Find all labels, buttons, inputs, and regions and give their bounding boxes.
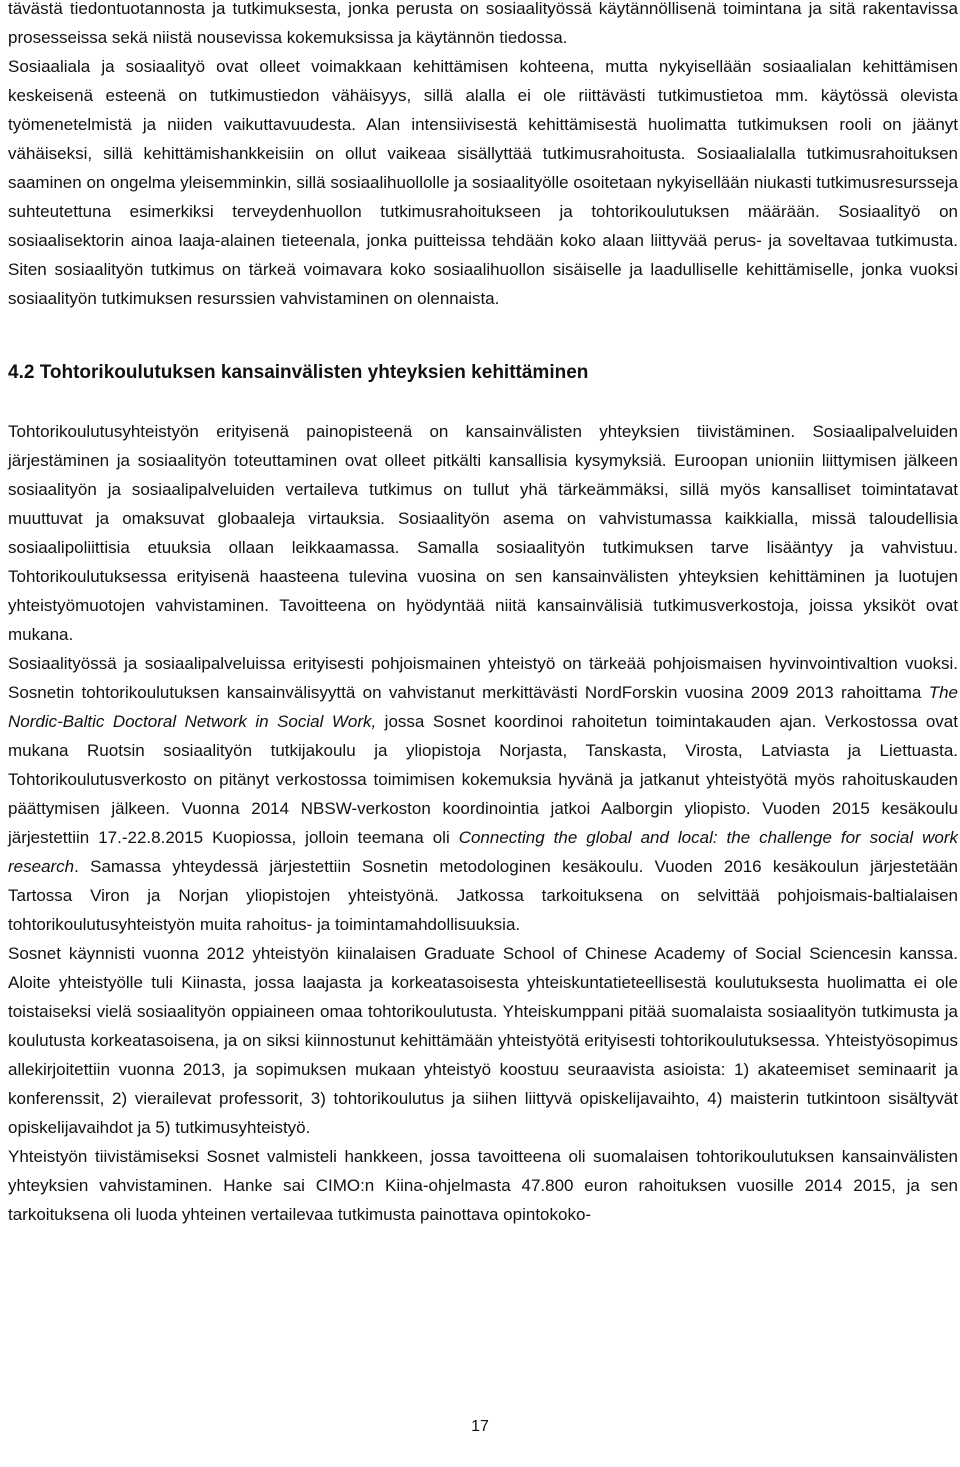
page-number: 17 bbox=[471, 1418, 489, 1435]
network-name-italic: The Nordic-Baltic Doctoral Network in Social Work, bbox=[8, 683, 958, 731]
paragraph-intro: tävästä tiedontuotannosta ja tutkimuksesta, jonka perusta on sosiaalityössä käytännöllisenä toimintana ja sitä rakentavissa prosesseissa sekä niistä nousevissa kokemuksissa ja käytännön tiedossa. bbox=[8, 0, 958, 47]
section-heading: 4.2 Tohtorikoulutuksen kansainvälisten yhteyksien kehittäminen bbox=[8, 362, 589, 383]
paragraph-pohjoismainen-part-c: . Samassa yhteydessä järjestettiin Sosnetin metodologinen kesäkoulu. Vuoden 2016 kesäkoulun järjestetään Tartossa Viron ja Norjan yliopistojen yhteistyönä. Jatkossa tarkoituksena on selvittää pohjoismais-baltialaisen tohtorikoulutusyhteistyön muita rahoitus- ja toimintamahdollisuuksia. bbox=[8, 857, 958, 934]
paragraph-pohjoismainen-part-a: Sosiaalityössä ja sosiaalipalveluissa erityisesti pohjoismainen yhteistyö on tärkeää pohjoismaisen hyvinvointivaltion vuoksi. Sosnetin tohtorikoulutuksen kansainvälisyyttä on vahvistanut merkittävästi NordForskin vuosina 2009 2013 rahoittama bbox=[8, 654, 958, 702]
paragraph-sosiaaliala: Sosiaaliala ja sosiaalityö ovat olleet voimakkaan kehittämisen kohteena, mutta nykyisellään sosiaalialan kehittämisen keskeisenä esteenä on tutkimustiedon vähäisyys, sillä alalla ei ole riittävästi tutkimustietoa mm. käytössä olevista työmenetelmistä ja niiden vaikuttavuudesta. Alan intensiivisestä kehittämisestä huolimatta tutkimuksen rooli on jäänyt vähäiseksi, sillä kehittämishankkeisiin on ollut vaikeaa sisällyttää tutkimusrahoitusta. Sosiaalialalla tutkimusrahoituksen saaminen on ongelma yleisemminkin, sillä sosiaalihuollolle ja sosiaalityölle osoitetaan nykyisellään niukasti tutkimusresursseja suhteutettuna esimerkiksi terveydenhuollon tutkimusrahoitukseen ja tohtorikoulutuksen määrään. Sosiaalityö on sosiaalisektorin ainoa laaja-alainen tieteenala, jonka puitteissa tehdään koko alaan liittyvää perus- ja soveltavaa tutkimusta. Siten sosiaalityön tutkimus on tärkeä voimavara koko sosiaalihuollon sisäiselle ja laadulliselle kehittämiselle, jonka vuoksi sosiaalityön tutkimuksen resurssien vahvistaminen on olennaista. bbox=[8, 57, 958, 308]
paragraph-pohjoismainen-part-b: jossa Sosnet koordinoi rahoitetun toimintakauden ajan. Verkostossa ovat mukana Ruotsin sosiaalityön tutkijakoulu ja yliopistoja Norjasta, Tanskasta, Virosta, Latviasta ja Liettuasta. Tohtorikoulutusverkosto on pitänyt verkostossa toimimisen kokemuksia hyvänä ja jatkanut yhteistyötä myös rahoituskauden päättymisen jälkeen. Vuonna 2014 NBSW-verkoston koordinointia jatkoi Aalborgin yliopisto. Vuoden 2015 kesäkoulu järjestettiin 17.-22.8.2015 Kuopiossa, jolloin teemana oli bbox=[8, 712, 958, 847]
summer-school-theme-italic: Connecting the global and local: the challenge for social work research bbox=[8, 828, 958, 876]
paragraph-pohjoismainen bbox=[8, 649, 958, 939]
paragraph-kiina: Sosnet käynnisti vuonna 2012 yhteistyön kiinalaisen Graduate School of Chinese Academy of Social Sciencesin kanssa. Aloite yhteistyölle tuli Kiinasta, jossa laajasta ja korkeatasoisesta yhteiskuntatieteellisestä koulutuksesta huolimatta ei ole toistaiseksi vielä sosiaalityön oppiaineen omaa tohtorikoulutusta. Yhteiskumppani pitää suomalaista sosiaalityön tutkimusta ja koulutusta korkeatasoisena, ja on siksi kiinnostunut kehittämään yhteistyötä erityisesti tohtorikoulutuksessa. Yhteistyösopimus allekirjoitettiin vuonna 2013, ja sopimuksen mukaan yhteistyö koostuu seuraavista asioista: 1) akateemiset seminaarit ja konferenssit, 2) vierailevat professorit, 3) tohtorikoulutus ja siihen liittyvä opiskelijavaihto, 4) maisterin tutkintoon sisältyvät opiskelijavaihdot ja 5) tutkimusyhteistyö. bbox=[8, 944, 958, 1137]
paragraph-hanke: Yhteistyön tiivistämiseksi Sosnet valmisteli hankkeen, jossa tavoitteena oli suomalaisen tohtorikoulutuksen kansainvälisten yhteyksien vahvistaminen. Hanke sai CIMO:n Kiina-ohjelmasta 47.800 euron rahoituksen vuosille 2014 2015, ja sen tarkoituksena oli luoda yhteinen vertailevaa tutkimusta painottava opintokoko- bbox=[8, 1147, 958, 1224]
document-page bbox=[8, 0, 958, 1229]
paragraph-tohtorikoulutusyhteistyo: Tohtorikoulutusyhteistyön erityisenä painopisteenä on kansainvälisten yhteyksien tiivistäminen. Sosiaalipalveluiden järjestäminen ja sosiaalityön toteuttaminen ovat olleet pitkälti kansallisia kysymyksiä. Euroopan unioniin liittymisen jälkeen sosiaalityön ja sosiaalipalveluiden vertaileva tutkimus on tullut yhä tärkeämmäksi, sillä myös kansalliset toimintatavat muuttuvat ja omaksuvat globaaleja virtauksia. Sosiaalityön asema on vahvistumassa kaikkialla, missä taloudellisia sosiaalipoliittisia etuuksia ollaan leikkaamassa. Samalla sosiaalityön tutkimuksen tarve lisääntyy ja vahvistuu. Tohtorikoulutuksessa erityisenä haasteena tulevina vuosina on sen kansainvälisten yhteyksien kehittäminen ja luotujen yhteistyömuotojen vahvistaminen. Tavoitteena on hyödyntää niitä kansainvälisiä tutkimusverkostoja, joissa yksiköt ovat mukana. bbox=[8, 422, 958, 644]
